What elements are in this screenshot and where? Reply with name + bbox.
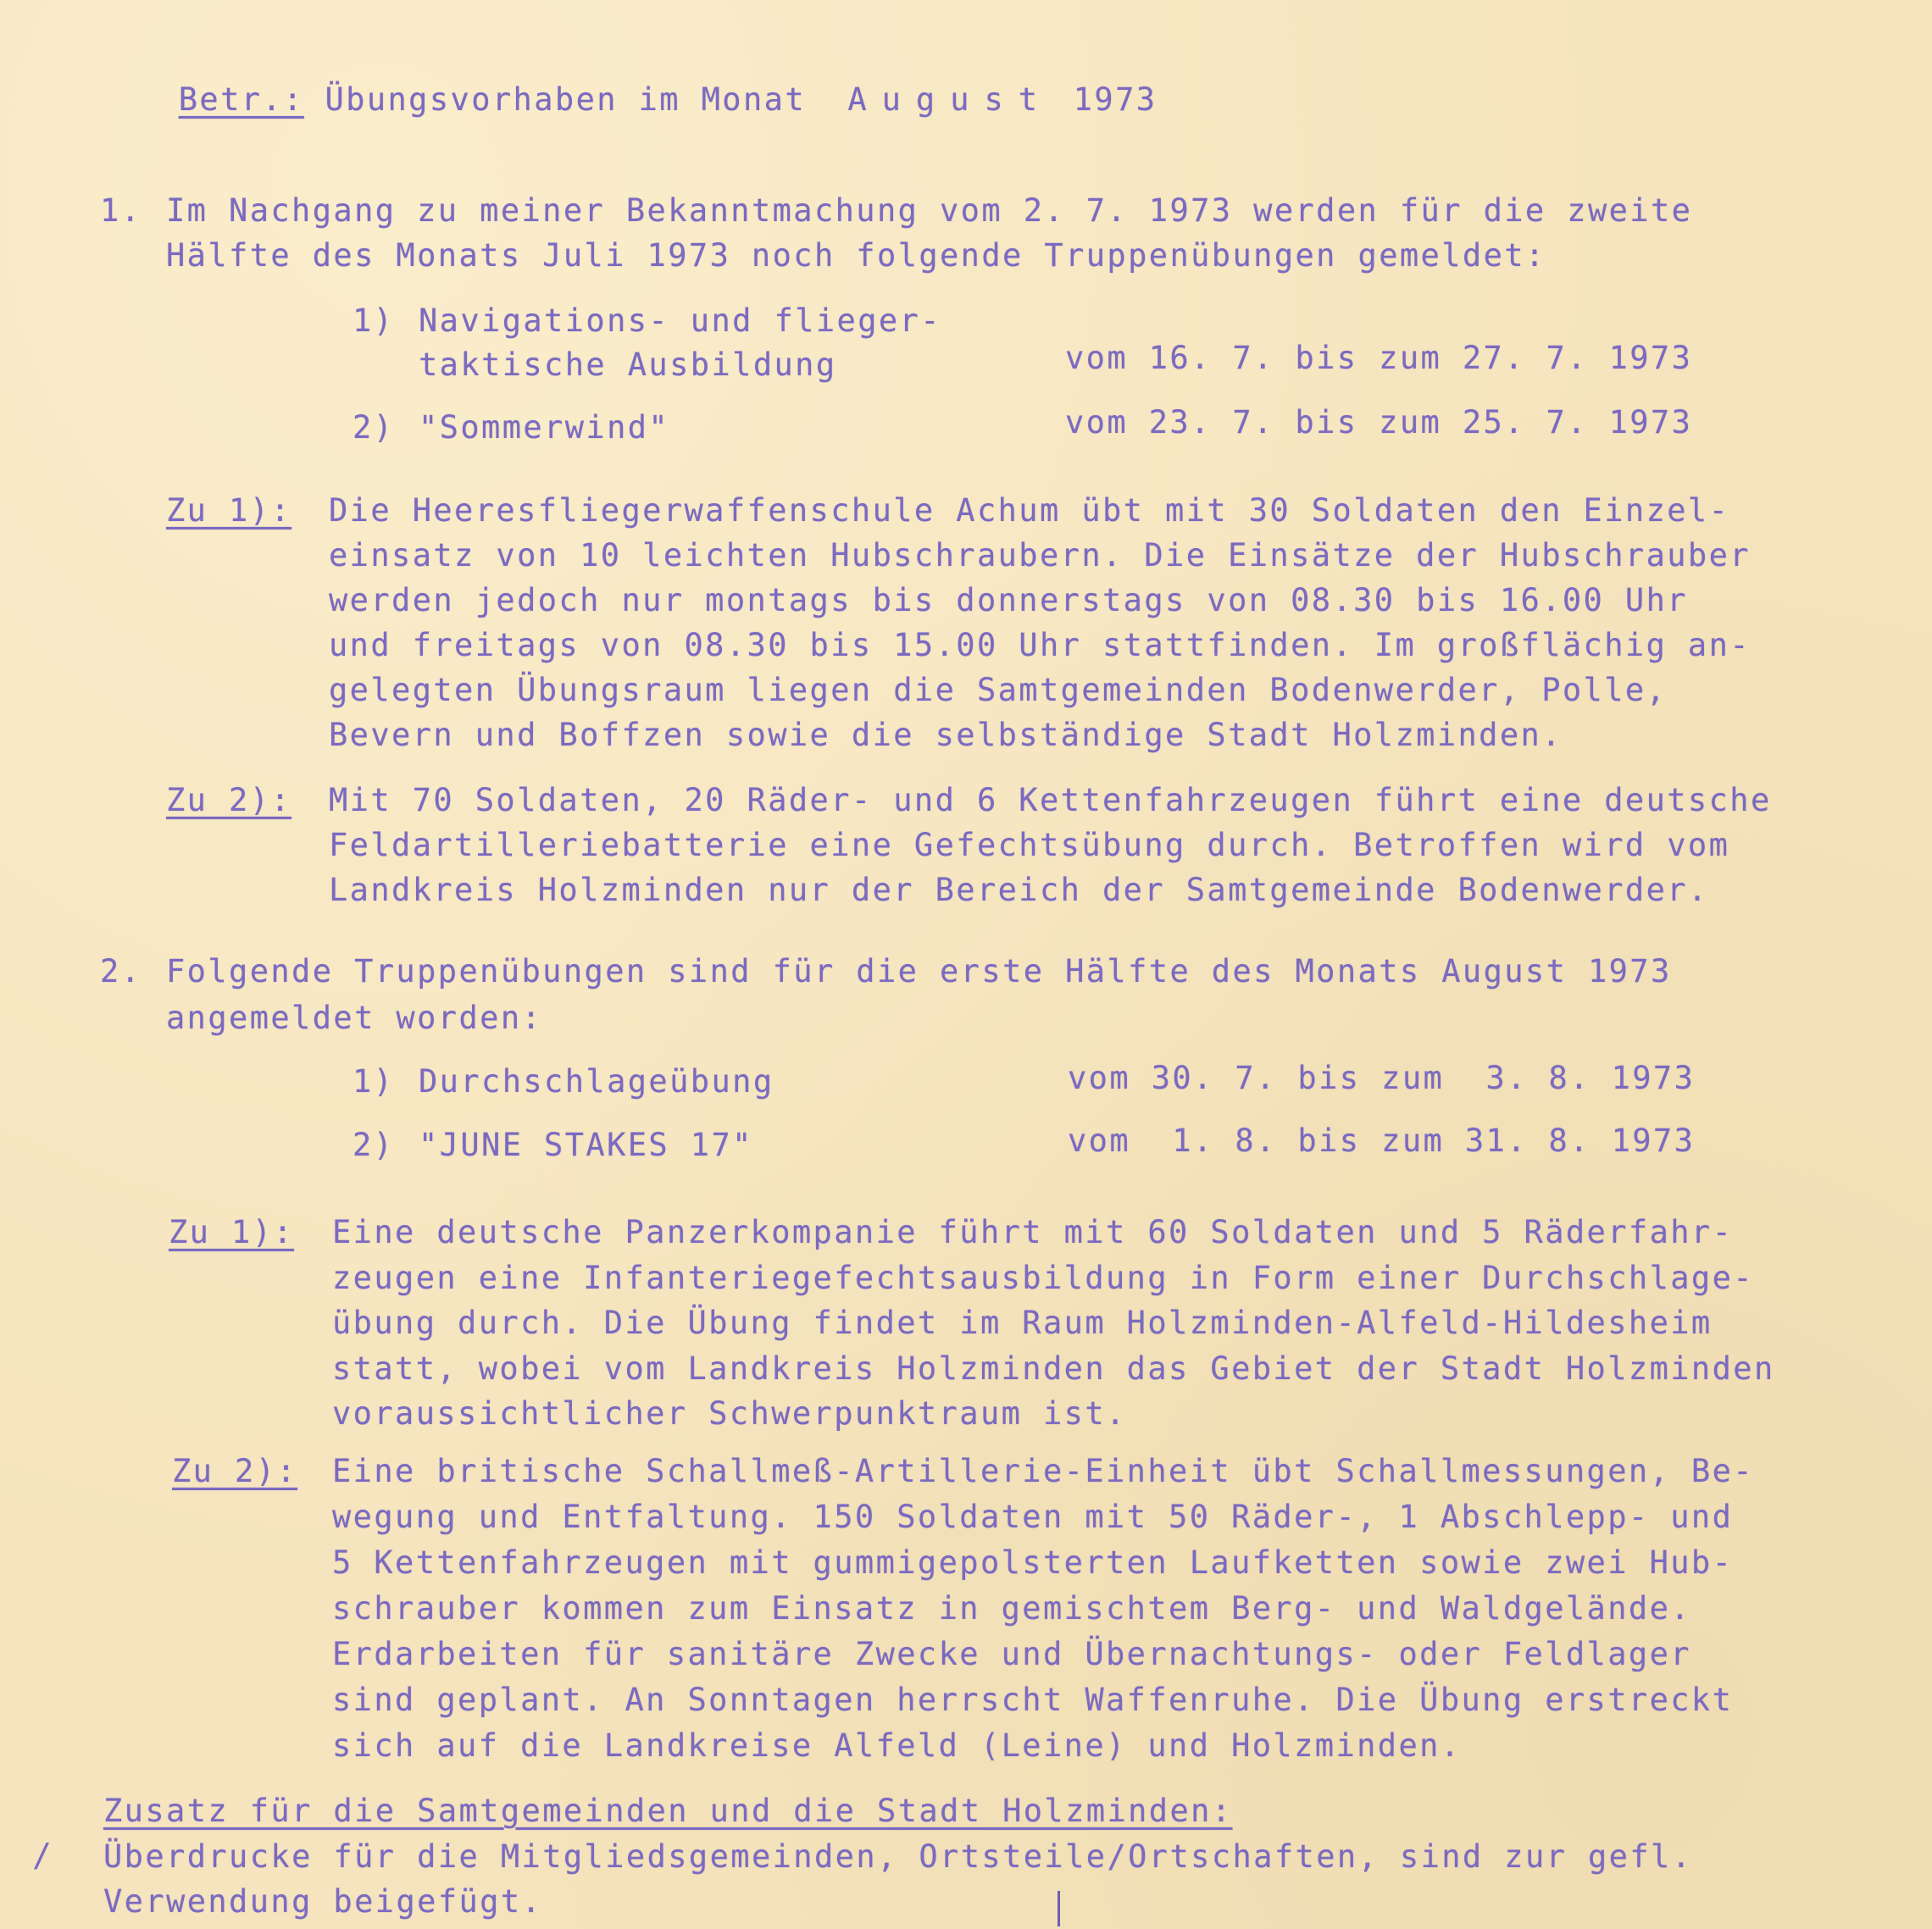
section1-item2-period: vom 23. 7. bis zum 25. 7. 1973 bbox=[1065, 404, 1693, 441]
section2-note1-line: zeugen eine Infanteriegefechtsausbildung in Form einer Durchschlage- bbox=[332, 1260, 1754, 1296]
section2-note1-line: Eine deutsche Panzerkompanie führt mit 60 Soldaten und 5 Räderfahr- bbox=[332, 1214, 1734, 1250]
section1-note1-line: Bevern und Boffzen sowie die selbständige Stadt Holzminden. bbox=[329, 717, 1563, 753]
section2-note2-line: schrauber kommen zum Einsatz in gemischtem Berg- und Waldgelände. bbox=[332, 1590, 1691, 1627]
addendum-heading: Zusatz für die Samtgemeinden und die Stadt Holzminden: bbox=[103, 1793, 1233, 1829]
section1-item2-number: 2) bbox=[353, 409, 395, 446]
section1-item2-name: "Sommerwind" bbox=[419, 409, 670, 446]
section2-note1-label: Zu 1): bbox=[169, 1214, 295, 1250]
section1-intro-line1: Im Nachgang zu meiner Bekanntmachung vom 2. 7. 1973 werden für die zweite bbox=[166, 192, 1693, 229]
section2-note2-line: wegung und Entfaltung. 150 Soldaten mit 50 Räder-, 1 Abschlepp- und bbox=[332, 1499, 1734, 1535]
section2-note2-line: Erdarbeiten für sanitäre Zwecke und Übernachtungs- oder Feldlager bbox=[332, 1636, 1691, 1672]
section2-item2-name: "JUNE STAKES 17" bbox=[419, 1127, 753, 1163]
section1-note1-line: und freitags von 08.30 bis 15.00 Uhr stattfinden. Im großflächig an- bbox=[329, 627, 1751, 663]
section2-note2-line: 5 Kettenfahrzeugen mit gummigepolsterten Laufketten sowie zwei Hub- bbox=[332, 1544, 1734, 1581]
section1-intro-line2: Hälfte des Monats Juli 1973 noch folgende Truppenübungen gemeldet: bbox=[166, 237, 1546, 274]
section1-item1-name-line2: taktische Ausbildung bbox=[419, 346, 837, 383]
section1-number: 1. bbox=[100, 192, 142, 229]
section2-note1-line: statt, wobei vom Landkreis Holzminden das Gebiet der Stadt Holzminden bbox=[332, 1350, 1775, 1387]
section2-note2-label: Zu 2): bbox=[172, 1453, 298, 1489]
section2-item1-name: Durchschlageübung bbox=[419, 1063, 774, 1100]
margin-mark: / bbox=[32, 1837, 52, 1874]
section1-note2-line: Mit 70 Soldaten, 20 Räder- und 6 Kettenfahrzeugen führt eine deutsche bbox=[329, 782, 1772, 818]
section1-note1-label: Zu 1): bbox=[166, 492, 292, 529]
section1-item1-number: 1) bbox=[353, 302, 395, 339]
section1-item1-period: vom 16. 7. bis zum 27. 7. 1973 bbox=[1065, 340, 1693, 376]
section1-note1-line: einsatz von 10 leichten Hubschraubern. Die Einsätze der Hubschrauber bbox=[329, 537, 1751, 574]
section1-note2-line: Landkreis Holzminden nur der Bereich der Samtgemeinde Bodenwerder. bbox=[329, 872, 1709, 908]
section2-intro-line1: Folgende Truppenübungen sind für die erste Hälfte des Monats August 1973 bbox=[166, 953, 1672, 989]
section2-note1-line: voraussichtlicher Schwerpunktraum ist. bbox=[332, 1395, 1127, 1432]
section2-note2-line: sind geplant. An Sonntagen herrscht Waffenruhe. Die Übung erstreckt bbox=[332, 1682, 1734, 1718]
subject-month: August bbox=[847, 81, 1053, 118]
addendum-line1: Überdrucke für die Mitgliedsgemeinden, Ortsteile/Ortschaften, sind zur gefl. bbox=[103, 1838, 1693, 1875]
section1-note1-line: Die Heeresfliegerwaffenschule Achum übt mit 30 Soldaten den Einzel- bbox=[329, 492, 1730, 529]
section2-note1-line: übung durch. Die Übung findet im Raum Holzminden-Alfeld-Hildesheim bbox=[332, 1305, 1713, 1341]
section2-number: 2. bbox=[100, 953, 142, 989]
subject-line bbox=[95, 53, 1157, 147]
section2-intro-line2: angemeldet worden: bbox=[166, 1000, 543, 1036]
section1-note2-label: Zu 2): bbox=[166, 782, 292, 818]
subject-text: Übungsvorhaben im Monat bbox=[325, 81, 807, 118]
section2-item2-number: 2) bbox=[353, 1127, 395, 1163]
section1-note1-line: werden jedoch nur montags bis donnerstags von 08.30 bis 16.00 Uhr bbox=[329, 582, 1688, 618]
pencil-stroke bbox=[1058, 1891, 1060, 1926]
section1-item1-name-line1: Navigations- und flieger- bbox=[419, 302, 941, 339]
subject-year: 1973 bbox=[1073, 81, 1158, 118]
section2-item1-period: vom 30. 7. bis zum 3. 8. 1973 bbox=[1068, 1060, 1696, 1096]
section1-note1-line: gelegten Übungsraum liegen die Samtgemeinden Bodenwerder, Polle, bbox=[329, 672, 1668, 708]
section2-item1-number: 1) bbox=[353, 1063, 395, 1100]
section2-item2-period: vom 1. 8. bis zum 31. 8. 1973 bbox=[1068, 1122, 1696, 1159]
section1-note2-line: Feldartilleriebatterie eine Gefechtsübung durch. Betroffen wird vom bbox=[329, 827, 1730, 863]
section2-note2-line: Eine britische Schallmeß-Artillerie-Einheit übt Schallmessungen, Be- bbox=[332, 1453, 1754, 1489]
section2-note2-line: sich auf die Landkreise Alfeld (Leine) und Holzminden. bbox=[332, 1727, 1462, 1764]
subject-label: Betr.: bbox=[178, 81, 304, 118]
addendum-line2: Verwendung beigefügt. bbox=[103, 1883, 543, 1920]
